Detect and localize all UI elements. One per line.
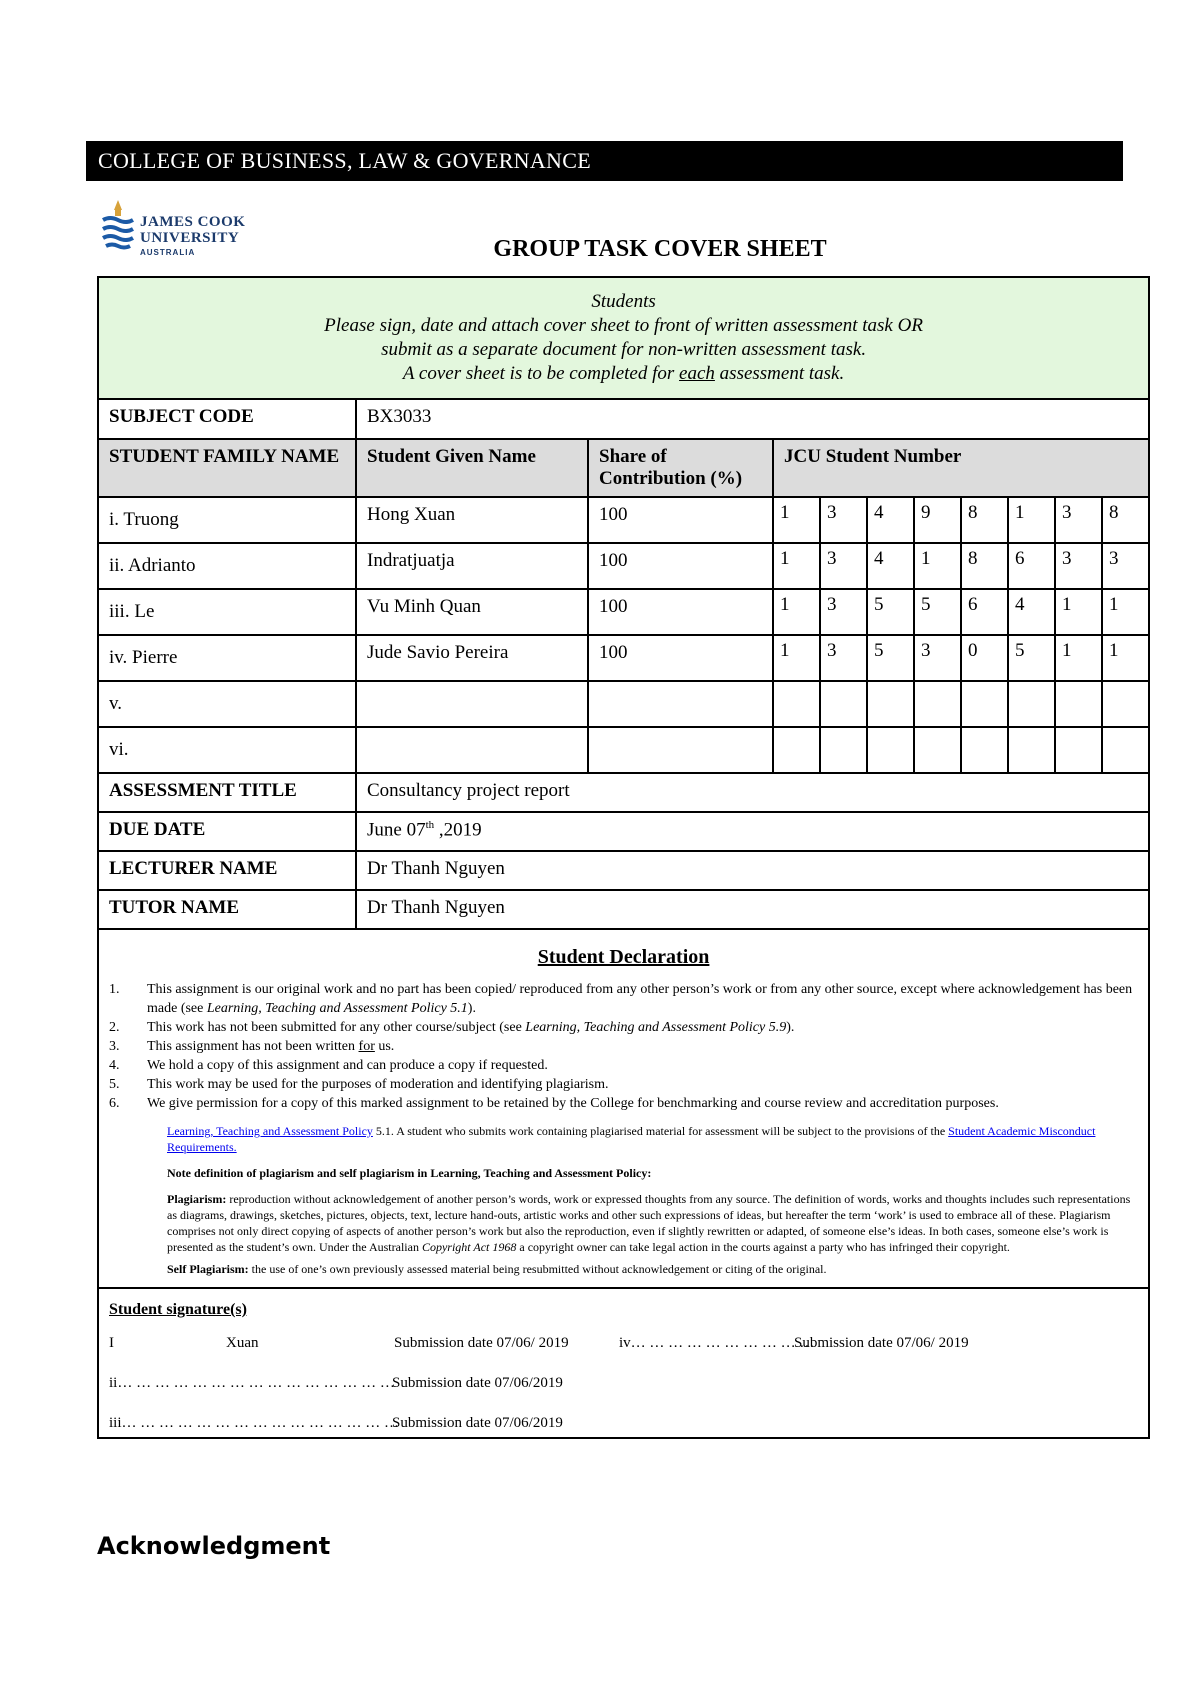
student-number-digit[interactable]: 3 [820,635,867,681]
declaration-item [109,980,1138,1018]
declaration-item-text: We give permission for a copy of this marked assignment to be retained by the College for benchmarking and course review and accreditation purposes. [147,1096,999,1111]
declaration-item-policy: Learning, Teaching and Assessment Policy 5.1 [206,1001,468,1016]
student-number-digit[interactable] [1102,681,1149,727]
declaration-item [109,1037,1138,1056]
declaration-item [109,1094,1138,1113]
student-number-digit[interactable]: 3 [820,543,867,589]
misconduct-link[interactable]: Student Academic Misconduct Requirements. [167,1124,1096,1154]
student-number-digit[interactable] [867,681,914,727]
note-title: Note definition of plagiarism and self plagiarism in Learning, Teaching and Assessment Policy: [167,1166,652,1180]
signature-2-date[interactable]: Submission date 07/06/2019 [392,1375,563,1391]
student-number-digit[interactable] [1055,681,1102,727]
declaration-item-number: 4. [109,1058,120,1073]
student-number-digit[interactable]: 1 [773,497,820,543]
plagiarism-label: Plagiarism: [167,1192,227,1206]
signature-1-date[interactable]: Submission date 07/06/ 2019 [394,1335,569,1351]
declaration-item-text-end: ). [467,1001,476,1016]
student-given-name[interactable]: Hong Xuan [356,497,588,543]
declaration-item-text-end: ). [786,1020,795,1035]
declaration-list [109,980,1138,1113]
plagiarism-text: reproduction without acknowledgement of another person’s words, work or expressed thoughts from any source. The definition of words, works and thoughts includes such representations as diagrams, drawings, sketches, pictures, objects, text, lecture hand-outs, artistic works and other such expressions of ideas, but hereafter the term ‘work’ is used to embrace all of these. Plagiarism comprises not only direct copying of aspects of another person’s work but also the reproduction, even if slightly rewritten or adapted, of someone else’s ideas. In both cases, someone else’s work is presented as the student’s own. Under the Australian [167,1192,1131,1254]
student-number-digit[interactable]: 1 [914,543,961,589]
instructions-line1: Students [591,291,656,312]
signature-2-label[interactable]: ii… … … … … … … … … … … … … … … [109,1375,395,1391]
student-row [98,497,1149,543]
declaration-item-text: This assignment is our original work and no part has been copied/ reproduced from any other person’s work or from any other source, except where acknowledgement has been made (see [147,982,1133,1016]
student-family-name: ii. Adrianto [98,543,356,589]
instructions-line2: Please sign, date and attach cover sheet to front of written assessment task OR [324,315,923,336]
student-family-name: v. [98,681,356,727]
student-number-digit[interactable]: 1 [1055,589,1102,635]
student-number-digit[interactable]: 4 [867,497,914,543]
tutor-name-label: TUTOR NAME [98,890,356,929]
student-share[interactable]: 100 [588,635,773,681]
due-date-label: DUE DATE [98,812,356,851]
instructions-line4-pre: A cover sheet is to be completed for [402,363,680,384]
document-title [0,236,1200,263]
student-share[interactable]: 100 [588,497,773,543]
acknowledgment-heading: Acknowledgment [97,1532,331,1560]
student-family-name: iii. Le [98,589,356,635]
student-number-digit[interactable]: 1 [1055,635,1102,681]
student-declaration [98,929,1149,1288]
declaration-item [109,1075,1138,1094]
student-share[interactable]: 100 [588,543,773,589]
self-plagiarism-definition [167,1261,1138,1277]
student-given-name[interactable] [356,727,588,773]
cover-sheet-table [97,276,1150,1439]
declaration-item [109,1018,1138,1037]
student-row [98,681,1149,727]
student-number-digit[interactable]: 8 [961,543,1008,589]
student-share[interactable] [588,681,773,727]
plagiarism-definition [167,1191,1138,1255]
header-share: Share of Contribution (%) [588,439,773,497]
due-date-field[interactable] [356,812,1149,851]
student-number-digit[interactable]: 3 [1055,543,1102,589]
student-given-name[interactable]: Vu Minh Quan [356,589,588,635]
plagiarism-notes [109,1123,1138,1277]
declaration-title: Student Declaration [537,946,710,968]
student-number-digit[interactable] [1102,727,1149,773]
due-date-suffix: th [425,819,435,831]
declaration-item-text: We hold a copy of this assignment and can produce a copy if requested. [147,1058,548,1073]
policy-text: 5.1. A student who submits work containing plagiarised material for assessment will be subject to the provisions of the [372,1124,949,1138]
instructions-line3: submit as a separate document for non-written assessment task. [381,339,867,360]
student-number-digit[interactable] [961,727,1008,773]
student-number-digit[interactable]: 0 [961,635,1008,681]
policy-paragraph [167,1123,1138,1155]
student-number-digit[interactable]: 1 [1102,635,1149,681]
student-number-digit[interactable]: 6 [961,589,1008,635]
student-family-name: iv. Pierre [98,635,356,681]
plagiarism-text-end: a copyright owner can take legal action in the courts against a party who has infringed their copyright. [516,1240,1010,1254]
signature-1-label: I [109,1335,114,1351]
student-number-digit[interactable]: 3 [1102,543,1149,589]
student-number-digit[interactable]: 1 [1102,589,1149,635]
student-row [98,635,1149,681]
student-number-digit[interactable]: 8 [961,497,1008,543]
due-date-year: ,2019 [434,819,482,841]
declaration-item [109,1056,1138,1075]
lecturer-name-label: LECTURER NAME [98,851,356,890]
student-number-digit[interactable] [820,681,867,727]
signatures-title: Student signature(s) [109,1301,247,1318]
student-number-digit[interactable] [867,727,914,773]
student-number-digit[interactable]: 1 [773,589,820,635]
subject-code-field[interactable]: BX3033 [356,399,1149,439]
declaration-item-text: This work has not been submitted for any other course/subject (see [147,1020,526,1035]
signature-row-1 [109,1335,969,1352]
student-family-name: i. Truong [98,497,356,543]
declaration-item-number: 3. [109,1039,120,1054]
student-row [98,727,1149,773]
declaration-item-number: 5. [109,1077,120,1092]
header-student-number: JCU Student Number [773,439,1149,497]
declaration-item-text: This assignment has not been written [147,1039,359,1054]
student-number-digit[interactable]: 4 [1008,589,1055,635]
instructions-line4-emphasis: each [679,363,715,384]
self-plagiarism-label: Self Plagiarism: [167,1262,249,1276]
declaration-item-text: This work may be used for the purposes of moderation and identifying plagiarism. [147,1077,609,1092]
document-title-text: GROUP TASK COVER SHEET [493,236,827,262]
logo-text-line2: UNIVERSITY [140,230,240,246]
student-number-digit[interactable]: 5 [867,589,914,635]
student-given-name[interactable]: Jude Savio Pereira [356,635,588,681]
declaration-item-number: 2. [109,1020,120,1035]
lecturer-name-field[interactable]: Dr Thanh Nguyen [356,851,1149,890]
student-number-digit[interactable] [914,727,961,773]
student-number-digit[interactable] [1055,727,1102,773]
signature-row-3 [109,1415,563,1432]
declaration-item-underline: for [358,1039,375,1054]
student-signatures [98,1288,1149,1438]
logo-text-line3: AUSTRALIA [140,248,196,257]
declaration-item-number: 6. [109,1096,120,1111]
student-number-digit[interactable]: 5 [867,635,914,681]
student-number-digit[interactable] [773,727,820,773]
student-number-digit[interactable]: 1 [773,635,820,681]
policy-link[interactable]: Learning, Teaching and Assessment Policy [167,1124,373,1138]
declaration-item-number: 1. [109,982,120,997]
subject-code-label: SUBJECT CODE [98,399,356,439]
student-given-name[interactable] [356,681,588,727]
copyright-act: Copyright Act 1968 [421,1240,517,1254]
logo-text-line1: JAMES COOK [140,214,246,230]
declaration-item-text-end: us. [374,1039,395,1054]
student-number-digit[interactable]: 1 [773,543,820,589]
due-date-main: June 07 [367,819,426,841]
signature-4-date[interactable]: Submission date 07/06/ 2019 [794,1335,969,1351]
student-share[interactable]: 100 [588,589,773,635]
student-number-digit[interactable]: 6 [1008,543,1055,589]
self-plagiarism-text: the use of one’s own previously assessed material being resubmitted without acknowledgement or citing of the original. [248,1262,827,1276]
signature-3-date[interactable]: Submission date 07/06/2019 [392,1415,563,1431]
student-number-digit[interactable] [820,727,867,773]
student-number-digit[interactable] [961,681,1008,727]
declaration-item-policy: Learning, Teaching and Assessment Policy 5.9 [525,1020,787,1035]
student-number-digit[interactable]: 9 [914,497,961,543]
student-number-digit[interactable] [1008,681,1055,727]
student-number-digit[interactable]: 1 [1008,497,1055,543]
student-share[interactable] [588,727,773,773]
student-number-digit[interactable] [773,681,820,727]
student-number-digit[interactable]: 8 [1102,497,1149,543]
student-number-digit[interactable]: 3 [820,589,867,635]
college-banner: COLLEGE OF BUSINESS, LAW & GOVERNANCE [86,141,1123,181]
header-given-name: Student Given Name [356,439,588,497]
signature-1-name[interactable]: Xuan [226,1335,259,1351]
tutor-name-field[interactable]: Dr Thanh Nguyen [356,890,1149,929]
student-given-name[interactable]: Indratjuatja [356,543,588,589]
student-row [98,543,1149,589]
student-number-digit[interactable] [1008,727,1055,773]
assessment-title-field[interactable]: Consultancy project report [356,773,1149,812]
signature-row-2 [109,1375,563,1392]
signature-4-label[interactable]: iv… … … … … … … … … … [619,1335,815,1351]
student-number-digit[interactable] [914,681,961,727]
instructions-line4 [109,362,1138,386]
student-number-digit[interactable]: 3 [820,497,867,543]
signature-3-label[interactable]: iii… … … … … … … … … … … … … … … [109,1415,400,1431]
instructions-line4-post: assessment task. [714,363,845,384]
student-number-digit[interactable]: 4 [867,543,914,589]
assessment-title-label: ASSESSMENT TITLE [98,773,356,812]
student-family-name: vi. [98,727,356,773]
instructions-box [98,277,1149,399]
header-family-name: STUDENT FAMILY NAME [98,439,356,497]
student-number-digit[interactable]: 5 [1008,635,1055,681]
student-row [98,589,1149,635]
student-number-digit[interactable]: 3 [914,635,961,681]
student-number-digit[interactable]: 5 [914,589,961,635]
student-number-digit[interactable]: 3 [1055,497,1102,543]
